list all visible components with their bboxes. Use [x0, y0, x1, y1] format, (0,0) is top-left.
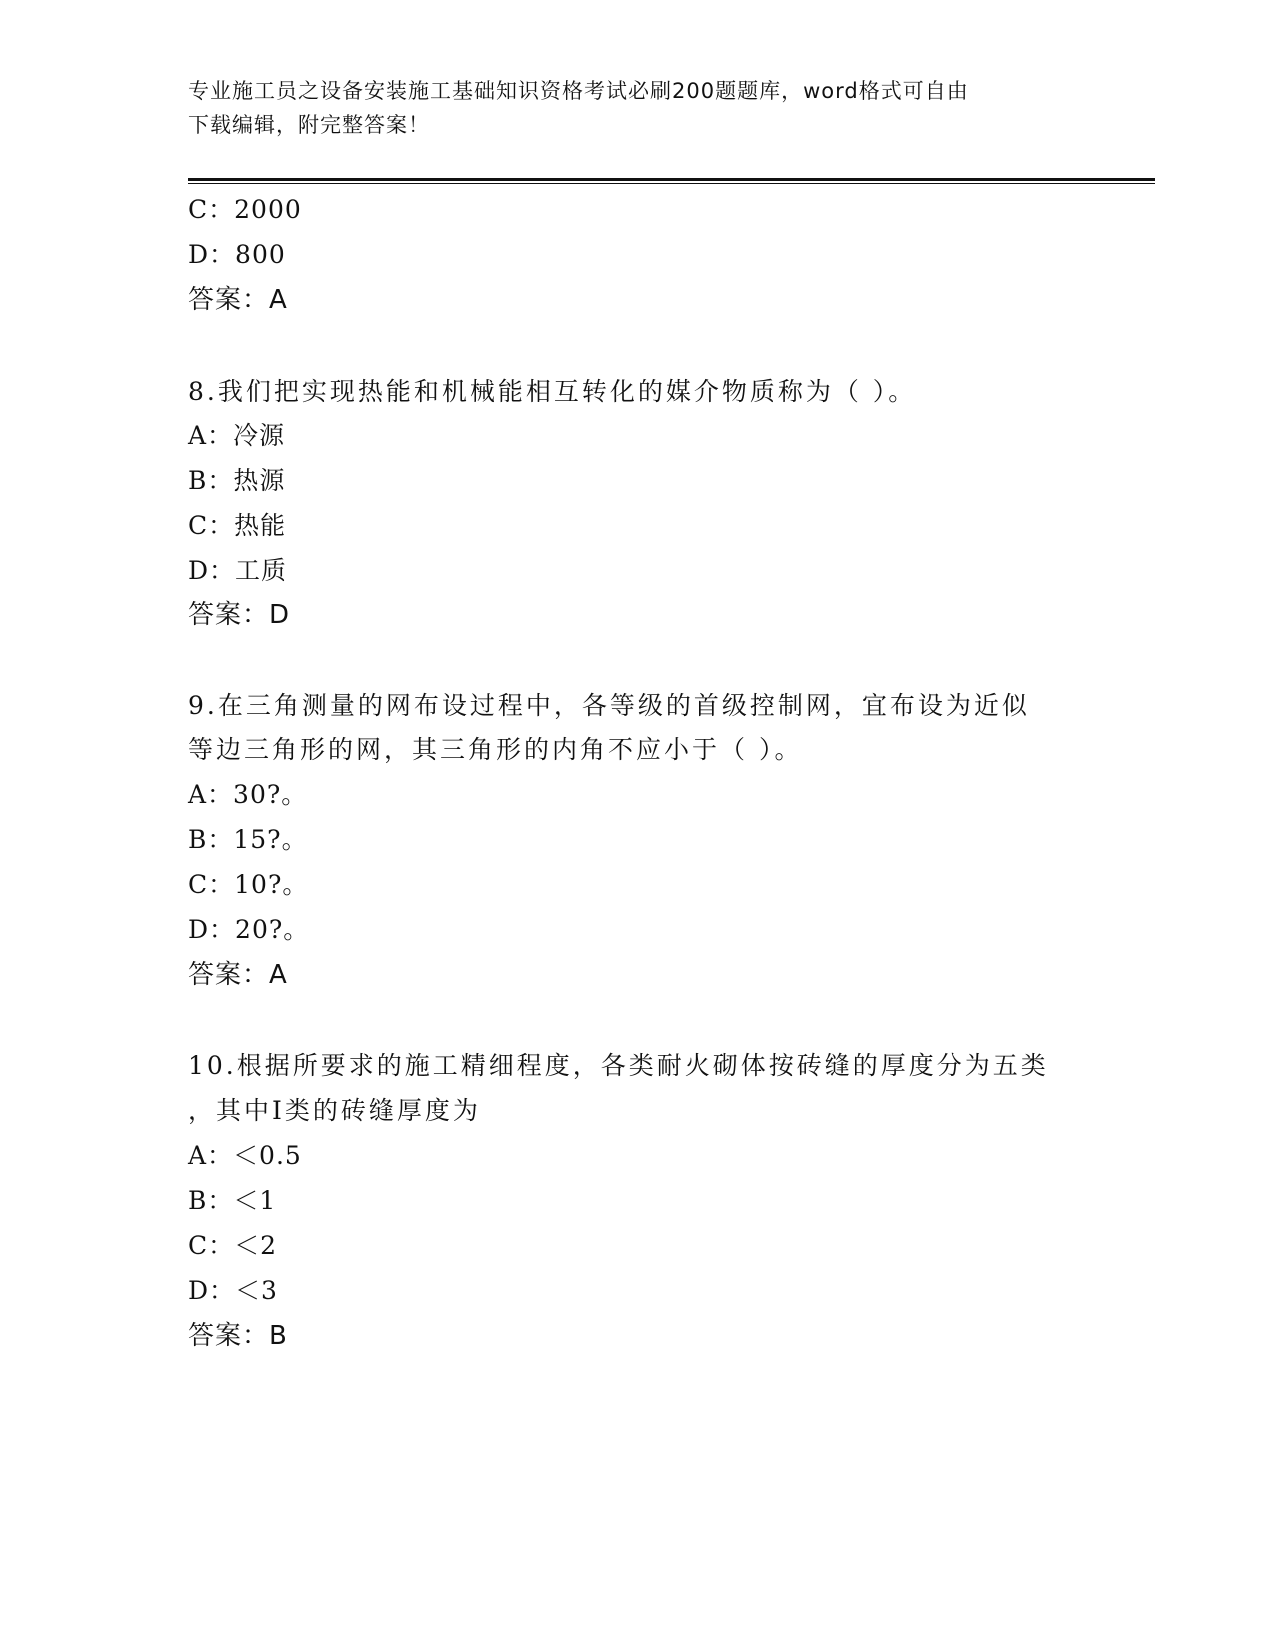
q8-option-d: D：工质 [188, 556, 288, 585]
q8-question: 8.我们把实现热能和机械能相互转化的媒介物质称为（ ）。 [188, 377, 917, 406]
q10-question-line-1: 10.根据所要求的施工精细程度，各类耐火砌体按砖缝的厚度分为五类 [188, 1051, 1049, 1080]
q10-option-b: B：＜1 [188, 1186, 277, 1215]
q8-option-a: A：冷源 [188, 421, 286, 450]
q8-option-b: B：热源 [188, 466, 286, 495]
q9-option-d: D：20?。 [188, 915, 310, 944]
q9-answer: 答案：A [188, 960, 288, 990]
header-line-1: 专业施工员之设备安装施工基础知识资格考试必刷200题题库，word格式可自由 [188, 79, 969, 103]
prev-answer: 答案：A [188, 285, 288, 315]
header-line-2: 下载编辑，附完整答案！ [188, 113, 430, 137]
q8-option-c: C：热能 [188, 511, 287, 540]
q10-question-line-2: ，其中Ⅰ类的砖缝厚度为 [188, 1096, 481, 1125]
q9-option-a: A：30?。 [188, 780, 308, 809]
header-divider-thick [188, 178, 1155, 181]
q10-option-d: D：＜3 [188, 1276, 278, 1305]
q9-question-line-1: 9.在三角测量的网布设过程中，各等级的首级控制网，宜布设为近似 [188, 691, 1030, 720]
document-header [188, 74, 1088, 142]
prev-option-c: C：2000 [188, 195, 302, 224]
q9-question-line-2: 等边三角形的网，其三角形的内角不应小于（ ）。 [188, 735, 803, 764]
q10-option-a: A：＜0.5 [188, 1141, 302, 1170]
prev-option-d: D：800 [188, 240, 286, 269]
q10-option-c: C：＜2 [188, 1231, 278, 1260]
q10-answer: 答案：B [188, 1321, 288, 1351]
q9-option-c: C：10?。 [188, 870, 309, 899]
q9-option-b: B：15?。 [188, 825, 308, 854]
q8-answer: 答案：D [188, 600, 291, 630]
header-divider-thin [188, 183, 1155, 184]
